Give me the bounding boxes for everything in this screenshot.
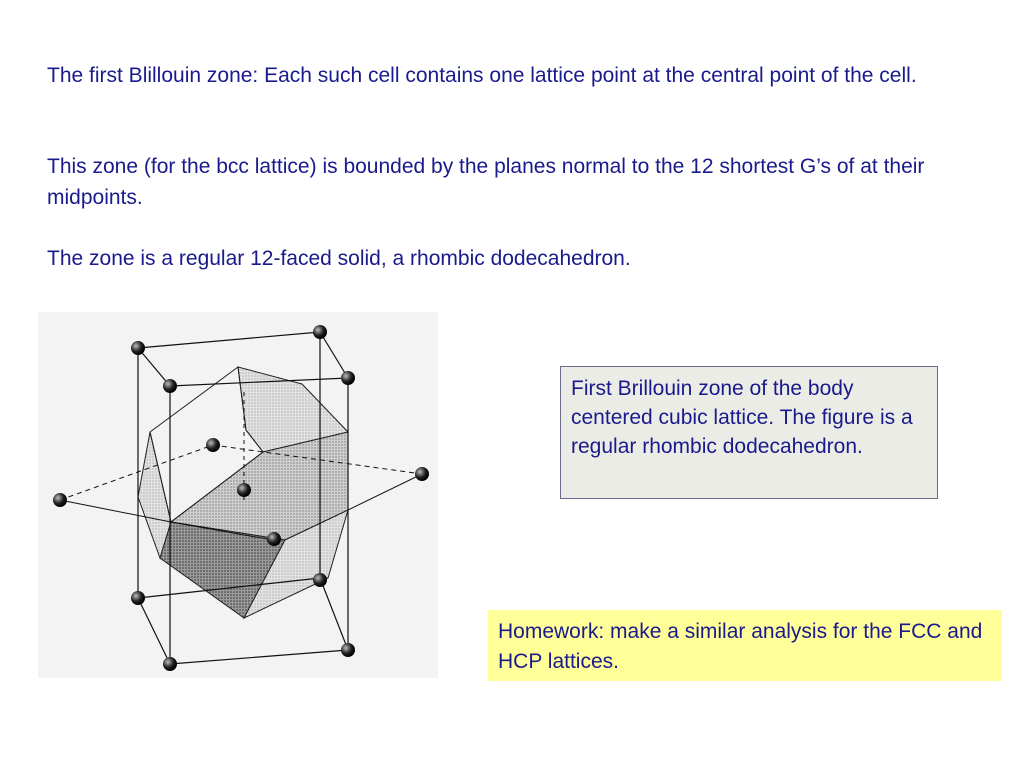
lattice-point — [267, 532, 281, 546]
lattice-point — [131, 341, 145, 355]
paragraph-dodecahedron: The zone is a regular 12-faced solid, a rhombic dodecahedron. — [47, 247, 631, 270]
rhombic-dodecahedron-diagram — [38, 312, 438, 678]
lattice-point — [206, 438, 220, 452]
lattice-point — [53, 493, 67, 507]
lattice-point — [415, 467, 429, 481]
homework-note-box: Homework: make a similar analysis for the FCC and HCP lattices. — [488, 610, 1002, 681]
lattice-point — [163, 657, 177, 671]
lattice-point — [163, 379, 177, 393]
paragraph-bcc-zone: This zone (for the bcc lattice) is bounded by the planes normal to the 12 shortest G’s of at their midpoints. — [47, 155, 925, 209]
lattice-point — [341, 643, 355, 657]
brillouin-zone-figure — [38, 312, 438, 678]
lattice-point — [313, 573, 327, 587]
lattice-point — [341, 371, 355, 385]
figure-caption-box: First Brillouin zone of the body centered cubic lattice. The figure is a regular rhombic dodecahedron. — [560, 366, 938, 499]
lattice-point — [313, 325, 327, 339]
paragraph-brillouin-intro: The first Blillouin zone: Each such cell contains one lattice point at the central point of the cell. — [47, 64, 917, 87]
lattice-point-center — [237, 483, 251, 497]
lattice-point — [131, 591, 145, 605]
